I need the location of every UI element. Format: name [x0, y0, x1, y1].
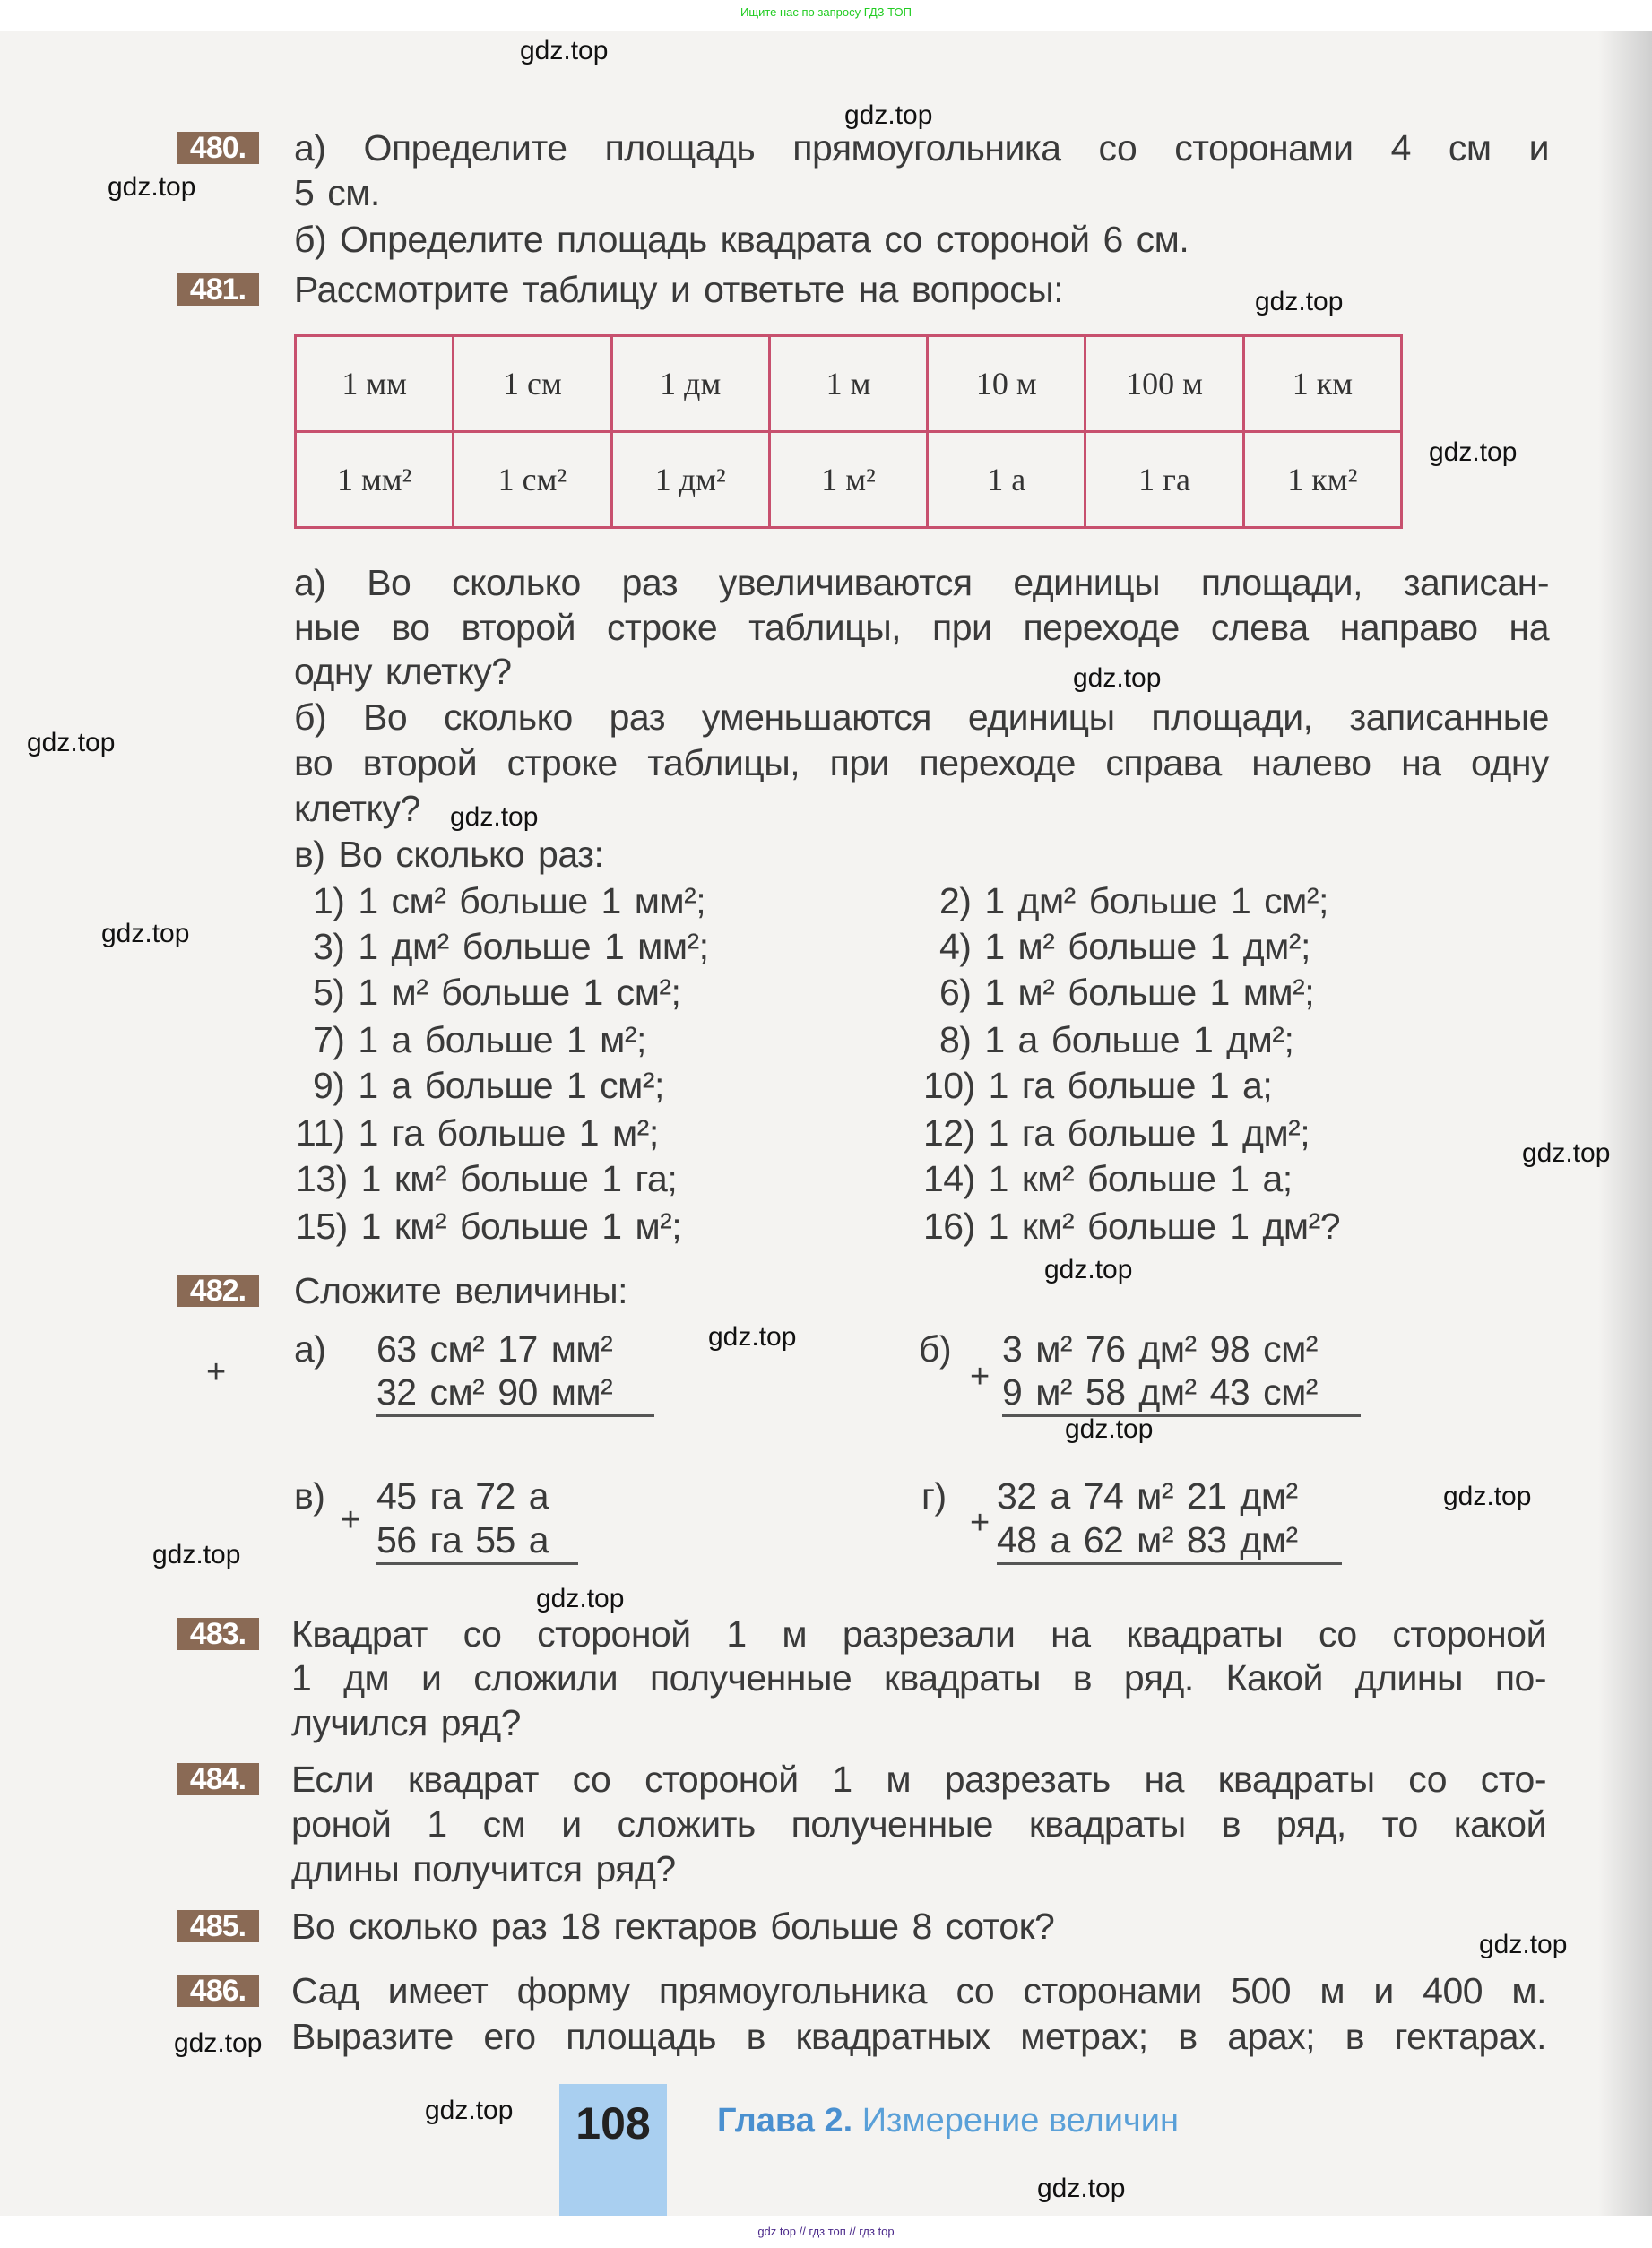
question-item: 6) 1 м² больше 1 мм²; — [939, 972, 1315, 1013]
chapter-label: Глава 2. — [717, 2102, 853, 2140]
task-480-line: б) Определите площадь квадрата со стороной 6 см. — [294, 219, 1189, 260]
question-item: 12) 1 га больше 1 дм²; — [923, 1112, 1310, 1154]
table-cell: 1 а — [928, 432, 1085, 528]
question-item: 3) 1 дм² больше 1 мм²; — [313, 926, 709, 967]
units-table — [294, 334, 1403, 529]
question-item: 16) 1 км² больше 1 дм²? — [923, 1206, 1341, 1247]
table-cell: 100 м — [1085, 336, 1243, 432]
table-row-area — [296, 432, 1402, 528]
table-cell: 1 см² — [454, 432, 611, 528]
watermark: gdz.top — [174, 2028, 263, 2058]
task-483-line: лучился ряд? — [291, 1702, 521, 1743]
table-cell: 1 га — [1085, 432, 1243, 528]
watermark: gdz.top — [520, 36, 609, 65]
table-cell: 1 мм — [296, 336, 454, 432]
watermark: gdz.top — [1073, 663, 1162, 693]
task-number-481: 481. — [177, 273, 259, 306]
task-number-484: 484. — [177, 1763, 259, 1795]
task-number-480: 480. — [177, 132, 259, 164]
task-481-line: в) Во сколько раз: — [294, 834, 604, 875]
task-481-line: во второй строке таблицы, при переходе справа налево на одну — [294, 742, 1549, 783]
table-cell: 1 м² — [769, 432, 927, 528]
part-label: б) — [919, 1328, 952, 1370]
page-spine-shadow — [1598, 31, 1652, 2216]
task-486-line: Выразите его площадь в квадратных метрах; в арах; в гектарах. — [291, 2016, 1546, 2057]
watermark: gdz.top — [1255, 287, 1344, 316]
table-cell: 1 дм² — [611, 432, 769, 528]
task-484-line: длины получится ряд? — [291, 1848, 676, 1889]
task-480-line: а) Определите площадь прямоугольника со сторонами 4 см и — [294, 127, 1549, 169]
addend: 9 м² 58 дм² 43 см² — [1002, 1370, 1361, 1417]
watermark: gdz.top — [27, 728, 116, 757]
task-number-486: 486. — [177, 1975, 259, 2007]
addend: 48 а 62 м² 83 дм² — [997, 1517, 1342, 1565]
addend: 3 м² 76 дм² 98 см² — [1002, 1328, 1318, 1370]
watermark: gdz.top — [1065, 1414, 1154, 1444]
task-485-line: Во сколько раз 18 гектаров больше 8 соток? — [291, 1906, 1055, 1947]
table-cell: 10 м — [928, 336, 1085, 432]
footer-links[interactable]: gdz top // гдз топ // гдз top — [757, 2225, 895, 2238]
task-481-line: а) Во сколько раз увеличиваются единицы площади, записан- — [294, 562, 1549, 603]
question-item: 2) 1 дм² больше 1 см²; — [939, 880, 1328, 921]
task-482-intro: Сложите величины: — [294, 1270, 628, 1311]
watermark: gdz.top — [450, 802, 539, 832]
task-481-line: одну клетку? — [294, 651, 512, 692]
table-cell: 1 мм² — [296, 432, 454, 528]
table-row-length — [296, 336, 1402, 432]
table-cell: 1 м — [769, 336, 927, 432]
watermark: gdz.top — [152, 1540, 241, 1569]
watermark: gdz.top — [1522, 1138, 1611, 1168]
watermark: gdz.top — [1479, 1930, 1568, 1959]
part-label: в) — [294, 1475, 325, 1517]
task-483-line: 1 дм и сложили полученные квадраты в ряд. Какой длины по- — [291, 1657, 1546, 1699]
plus-sign: + — [970, 1358, 990, 1396]
addend: 32 а 74 м² 21 дм² — [997, 1475, 1298, 1517]
page-number-tab — [559, 2084, 667, 2216]
question-item: 4) 1 м² больше 1 дм²; — [939, 926, 1310, 967]
question-item: 7) 1 а больше 1 м²; — [313, 1019, 646, 1060]
watermark: gdz.top — [708, 1322, 797, 1352]
question-item: 9) 1 а больше 1 см²; — [313, 1065, 664, 1106]
task-number-485: 485. — [177, 1910, 259, 1942]
table-cell: 1 см — [454, 336, 611, 432]
plus-sign: + — [341, 1501, 361, 1539]
task-number-482: 482. — [177, 1275, 259, 1307]
table-cell: 1 дм — [611, 336, 769, 432]
watermark: gdz.top — [1044, 1255, 1133, 1284]
question-item: 14) 1 км² больше 1 а; — [923, 1158, 1293, 1199]
question-item: 10) 1 га больше 1 а; — [923, 1065, 1273, 1106]
task-483-line: Квадрат со стороной 1 м разрезали на квадраты со стороной — [291, 1613, 1546, 1655]
question-item: 15) 1 км² больше 1 м²; — [296, 1206, 682, 1247]
addend: 45 га 72 а — [376, 1475, 549, 1517]
watermark: gdz.top — [1429, 437, 1518, 467]
plus-sign: + — [206, 1353, 227, 1391]
chapter-title: Измерение величин — [861, 2102, 1179, 2140]
task-481-line: ные во второй строке таблицы, при переходе слева направо на — [294, 607, 1549, 648]
question-item: 11) 1 га больше 1 м²; — [296, 1112, 659, 1154]
task-486-line: Сад имеет форму прямоугольника со сторонами 500 м и 400 м. — [291, 1970, 1546, 2011]
page-number: 108 — [575, 2098, 651, 2149]
watermark: gdz.top — [1037, 2174, 1126, 2203]
task-484-line: Если квадрат со стороной 1 м разрезать на квадраты со сто- — [291, 1759, 1546, 1800]
plus-sign: + — [970, 1504, 990, 1542]
task-481-line: клетку? — [294, 788, 420, 829]
part-label: а) — [294, 1328, 326, 1370]
watermark: gdz.top — [425, 2096, 514, 2125]
question-item: 8) 1 а больше 1 дм²; — [939, 1019, 1294, 1060]
part-label: г) — [921, 1475, 947, 1517]
table-cell: 1 км² — [1243, 432, 1401, 528]
question-item: 1) 1 см² больше 1 мм²; — [313, 880, 706, 921]
chapter-heading — [717, 2102, 1179, 2140]
watermark: gdz.top — [108, 172, 196, 202]
addend: 56 га 55 а — [376, 1517, 578, 1565]
addend: 32 см² 90 мм² — [376, 1370, 654, 1417]
task-481-line: б) Во сколько раз уменьшаются единицы площади, записанные — [294, 696, 1549, 738]
task-484-line: роной 1 см и сложить полученные квадраты в ряд, то какой — [291, 1803, 1546, 1845]
watermark: gdz.top — [1443, 1482, 1532, 1511]
table-cell: 1 км — [1243, 336, 1401, 432]
task-481-intro: Рассмотрите таблицу и ответьте на вопросы: — [294, 269, 1064, 310]
watermark: gdz.top — [844, 100, 933, 130]
watermark: gdz.top — [101, 919, 190, 948]
question-item: 13) 1 км² больше 1 га; — [296, 1158, 678, 1199]
search-banner[interactable]: Ищите нас по запросу ГДЗ ТОП — [740, 5, 912, 19]
task-number-483: 483. — [177, 1618, 259, 1650]
watermark: gdz.top — [536, 1584, 625, 1613]
task-480-line: 5 см. — [294, 172, 380, 213]
addend: 63 см² 17 мм² — [376, 1328, 613, 1370]
question-item: 5) 1 м² больше 1 см²; — [313, 972, 681, 1013]
